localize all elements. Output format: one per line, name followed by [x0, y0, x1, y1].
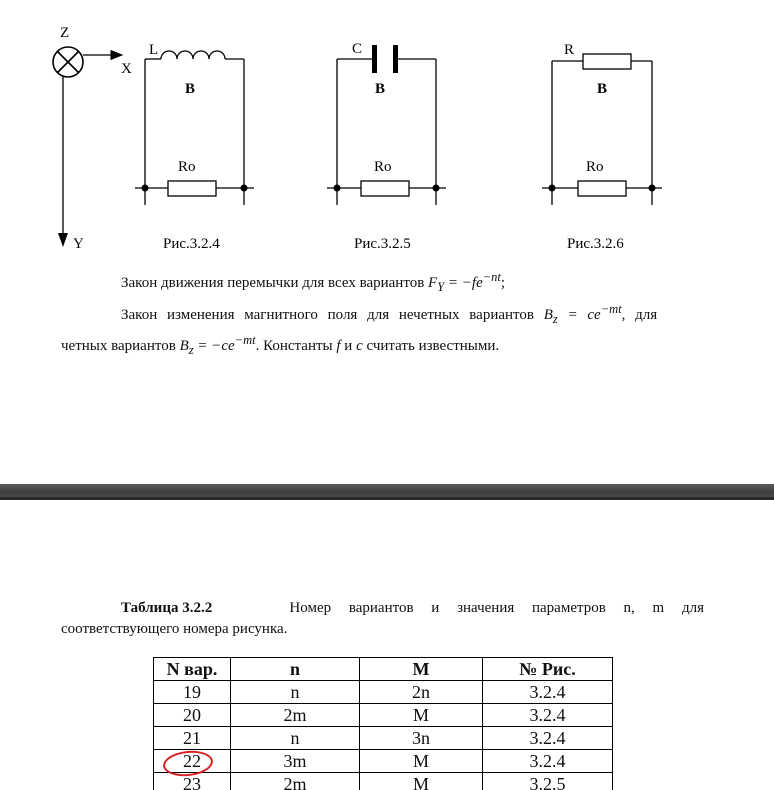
header-variant: N вар.	[154, 658, 231, 681]
header-n: n	[231, 658, 360, 681]
inductor-coil	[161, 51, 225, 59]
table-caption	[121, 600, 704, 617]
x-axis-label: X	[121, 61, 132, 77]
table-row: 20 2m M 3.2.4	[154, 704, 613, 727]
law-motion-line: Закон движения перемычки для всех вариантов $F_Y = -fe^{-nt}$;	[121, 270, 506, 294]
law-field-line-1: Закон изменения магнитного поля для нечетных вариантов $B_z = ce^{-mt}$, для	[121, 302, 658, 326]
variants-table	[153, 657, 613, 790]
figure-3-2-4	[135, 42, 254, 252]
z-axis-label: Z	[60, 25, 70, 41]
resistor-r	[583, 54, 631, 69]
y-axis-arrow	[58, 233, 68, 247]
inductor-label: L	[149, 42, 159, 58]
resistor-label: Ro	[374, 159, 392, 175]
header-m: M	[360, 658, 483, 681]
figure-caption: Рис.3.2.4	[163, 236, 220, 252]
resistor-label: Ro	[586, 159, 604, 175]
field-label: B	[185, 81, 196, 97]
table-caption-bold: Таблица 3.2.2	[121, 600, 213, 616]
circuit-figures	[0, 0, 774, 260]
capacitor-label: C	[352, 41, 363, 57]
table-caption-line-2: соответствующего номера рисунка.	[61, 621, 288, 637]
resistor-ro	[168, 181, 216, 196]
table-header-row	[154, 658, 613, 681]
coordinate-axes	[53, 25, 132, 252]
capacitor-plate	[372, 45, 377, 73]
header-figure: № Рис.	[483, 658, 613, 681]
resistor-ro	[578, 181, 626, 196]
table-row: 23 2m M 3.2.5	[154, 773, 613, 790]
figure-caption: Рис.3.2.6	[567, 236, 624, 252]
document-page-2	[0, 500, 774, 790]
resistor-label: R	[564, 42, 575, 58]
capacitor-plate	[393, 45, 398, 73]
resistor-label: Ro	[178, 159, 196, 175]
page-separator	[0, 484, 774, 500]
figure-caption: Рис.3.2.5	[354, 236, 411, 252]
table-row: 22 3m M 3.2.4	[154, 750, 613, 773]
figure-3-2-6	[542, 42, 662, 252]
table-caption-line-1: Номер вариантов и значения параметров n, m для	[289, 600, 704, 616]
y-axis-label: Y	[73, 236, 84, 252]
field-label: B	[597, 81, 608, 97]
field-label: B	[375, 81, 386, 97]
law-field-line-2: четных вариантов $B_z = -ce^{-mt}$. Константы f и c считать известными.	[61, 333, 500, 357]
table-row: 19 n 2n 3.2.4	[154, 681, 613, 704]
table-row: 21 n 3n 3.2.4	[154, 727, 613, 750]
resistor-ro	[361, 181, 409, 196]
figure-3-2-5	[327, 41, 446, 252]
